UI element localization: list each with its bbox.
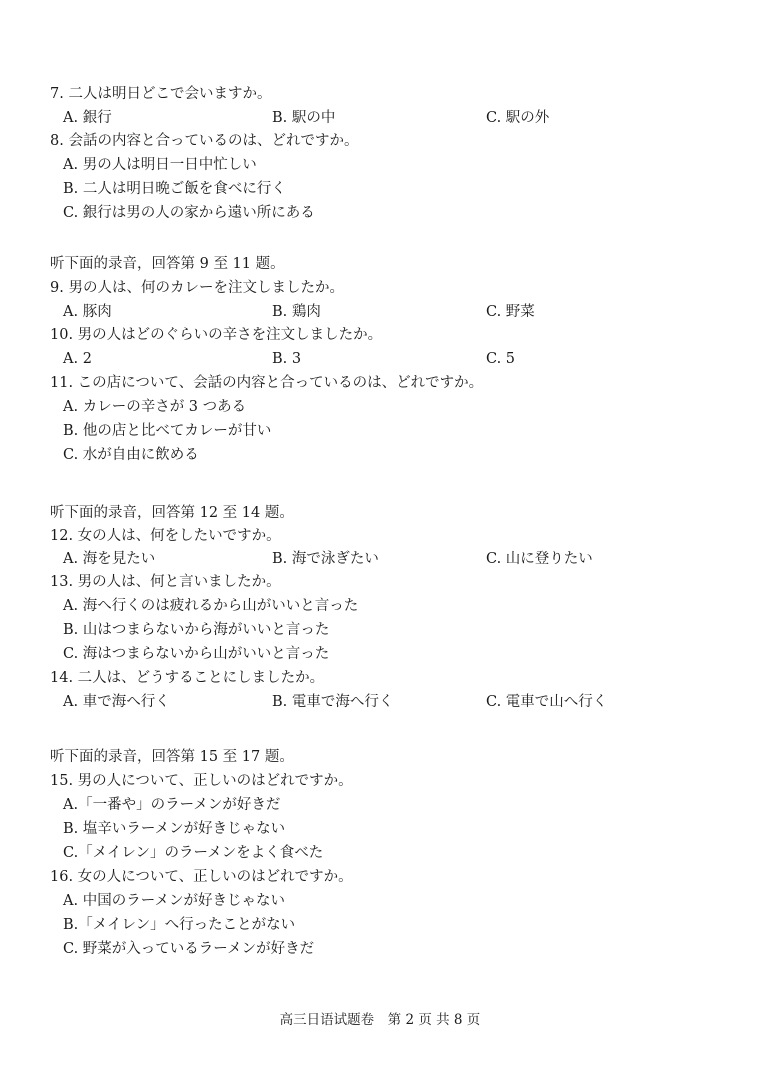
option-16c: C. 野菜が入っているラーメンが好きだ bbox=[63, 941, 315, 957]
option-8b: B. 二人は明日晩ご飯を食べに行く bbox=[63, 181, 286, 197]
option-12a: A. 海を見たい bbox=[63, 551, 156, 567]
question-9-options bbox=[0, 302, 760, 322]
question-10-stem: 10. 男の人はどのぐらいの辛さを注文しましたか。 bbox=[50, 327, 383, 343]
option-15a: A.「一番や」のラーメンが好きだ bbox=[63, 797, 281, 813]
option-9b: B. 鶏肉 bbox=[272, 304, 321, 320]
option-10b: B. 3 bbox=[272, 351, 302, 367]
section-heading-12-14: 听下面的录音，回答第 12 至 14 题。 bbox=[50, 505, 294, 521]
option-9c: C. 野菜 bbox=[486, 304, 535, 320]
question-9-stem: 9. 男の人は、何のカレーを注文しましたか。 bbox=[50, 280, 344, 296]
section-heading-9-11: 听下面的录音，回答第 9 至 11 题。 bbox=[50, 256, 285, 272]
question-7-options bbox=[0, 108, 760, 128]
question-7-stem: 7. 二人は明日どこで会いますか。 bbox=[50, 86, 272, 102]
option-13b: B. 山はつまらないから海がいいと言った bbox=[63, 622, 330, 638]
option-8a: A. 男の人は明日一日中忙しい bbox=[63, 157, 257, 173]
option-7c: C. 駅の外 bbox=[486, 110, 550, 126]
question-15-stem: 15. 男の人について、正しいのはどれですか。 bbox=[50, 773, 353, 789]
option-8c: C. 銀行は男の人の家から遠い所にある bbox=[63, 205, 315, 221]
option-15b: B. 塩辛いラーメンが好きじゃない bbox=[63, 821, 286, 837]
option-11a: A. カレーの辛さが 3 つある bbox=[63, 399, 247, 415]
question-10-options bbox=[0, 349, 760, 369]
question-11-stem: 11. この店について、会話の内容と合っているのは、どれですか。 bbox=[50, 375, 484, 391]
option-16b: B.「メイレン」へ行ったことがない bbox=[63, 917, 296, 933]
option-13c: C. 海はつまらないから山がいいと言った bbox=[63, 646, 330, 662]
question-12-options bbox=[0, 549, 760, 569]
question-14-stem: 14. 二人は、どうすることにしましたか。 bbox=[50, 670, 325, 686]
option-11b: B. 他の店と比べてカレーが甘い bbox=[63, 423, 272, 439]
question-8-stem: 8. 会話の内容と合っているのは、どれですか。 bbox=[50, 133, 359, 149]
option-15c: C.「メイレン」のラーメンをよく食べた bbox=[63, 845, 324, 861]
option-13a: A. 海へ行くのは疲れるから山がいいと言った bbox=[63, 598, 359, 614]
page-footer: 高三日语试题卷 第 2 页 共 8 页 bbox=[279, 1012, 481, 1028]
option-10c: C. 5 bbox=[486, 351, 516, 367]
section-heading-15-17: 听下面的录音，回答第 15 至 17 题。 bbox=[50, 749, 294, 765]
option-10a: A. 2 bbox=[63, 351, 92, 367]
option-14c: C. 電車で山へ行く bbox=[486, 694, 608, 710]
question-12-stem: 12. 女の人は、何をしたいですか。 bbox=[50, 528, 281, 544]
question-13-stem: 13. 男の人は、何と言いましたか。 bbox=[50, 574, 281, 590]
question-16-stem: 16. 女の人について、正しいのはどれですか。 bbox=[50, 869, 353, 885]
option-7b: B. 駅の中 bbox=[272, 110, 336, 126]
option-12b: B. 海で泳ぎたい bbox=[272, 551, 379, 567]
option-16a: A. 中国のラーメンが好きじゃない bbox=[63, 893, 285, 909]
option-9a: A. 豚肉 bbox=[63, 304, 112, 320]
option-11c: C. 水が自由に飲める bbox=[63, 447, 199, 463]
option-14a: A. 車で海へ行く bbox=[63, 694, 170, 710]
option-14b: B. 電車で海へ行く bbox=[272, 694, 394, 710]
option-7a: A. 銀行 bbox=[63, 110, 112, 126]
option-12c: C. 山に登りたい bbox=[486, 551, 593, 567]
question-14-options bbox=[0, 692, 760, 712]
